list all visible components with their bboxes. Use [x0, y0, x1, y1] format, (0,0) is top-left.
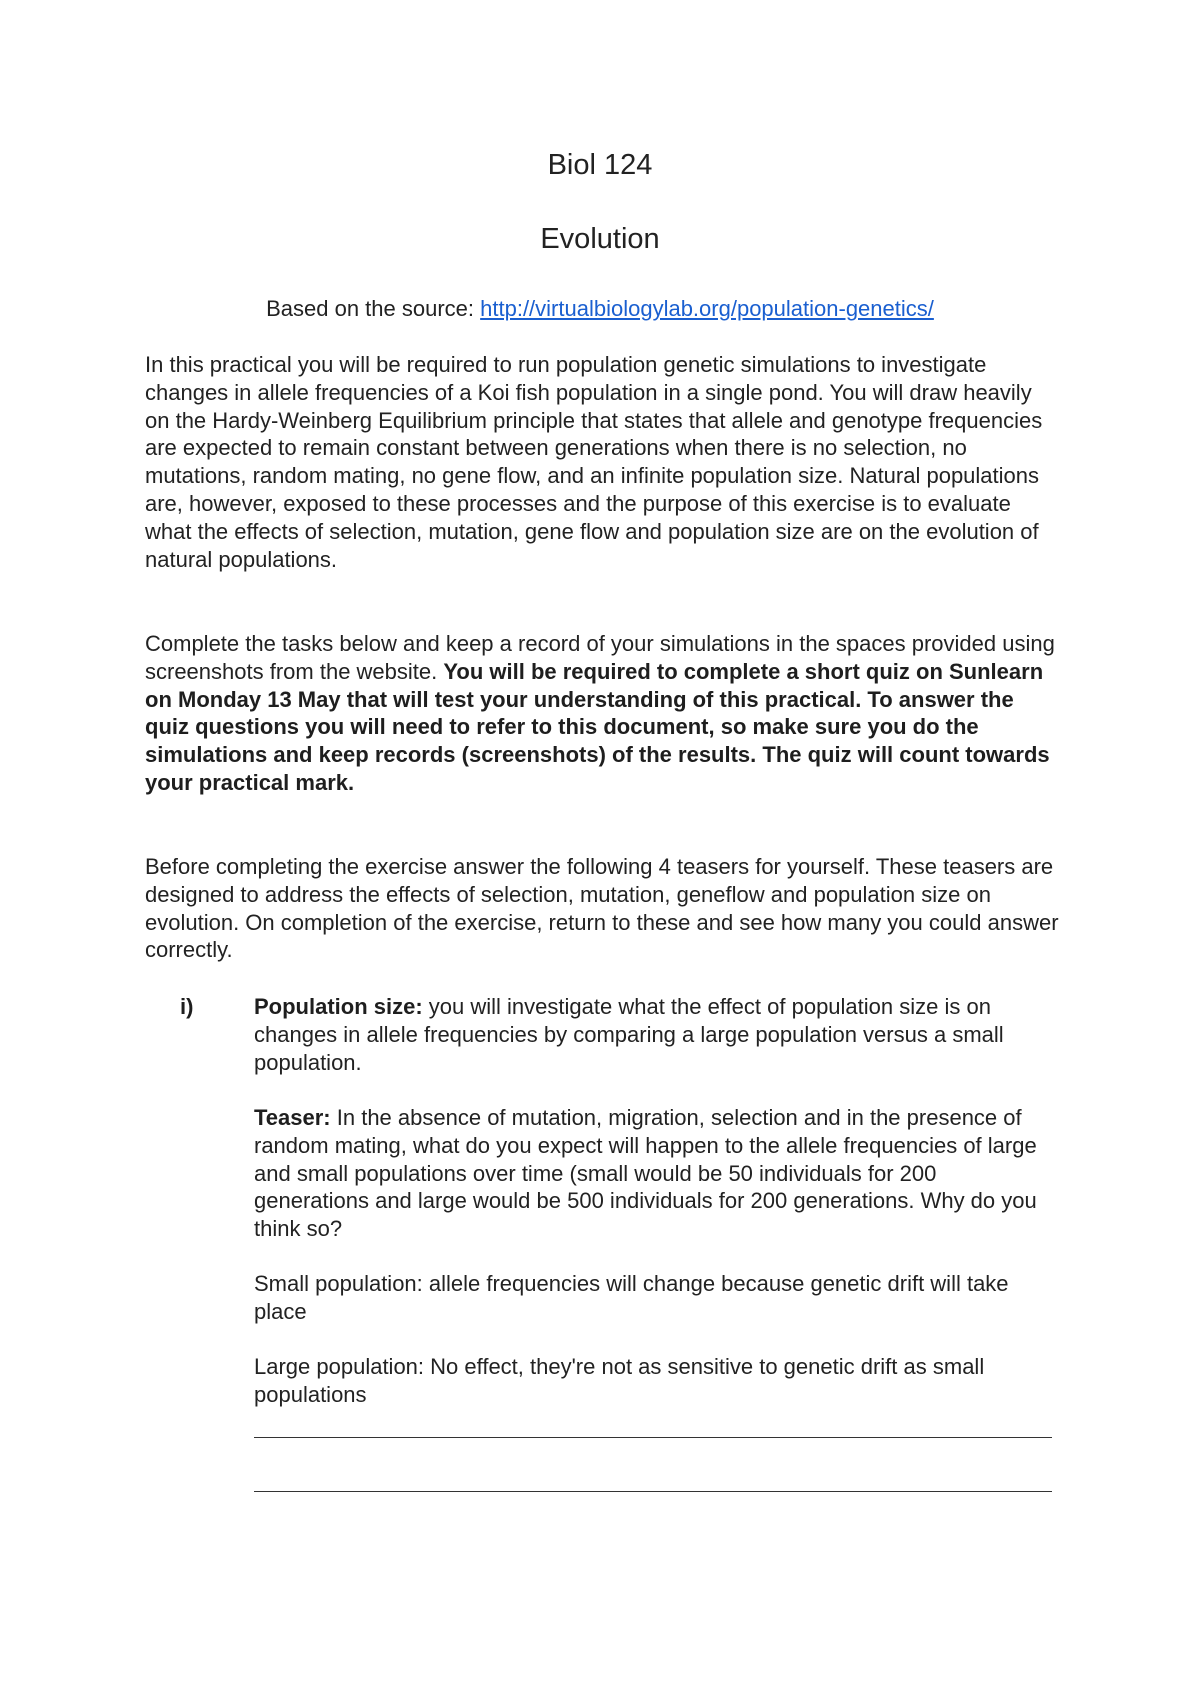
quiz-notice: You will be required to complete a short quiz on Sunlearn on Monday 13 May that will test your understanding of this practical. To answer the quiz questions you will need to refer to this document, so make sure you do the simulations and keep records (screenshots) of the results. The quiz will count towards your practical mark. [145, 658, 1050, 795]
source-link[interactable]: http://virtualbiologylab.org/population-genetics/ [480, 296, 934, 321]
intro-paragraph: In this practical you will be required to run population genetic simulations to investigate changes in allele frequencies of a Koi fish population in a single pond. You will draw heavily on the Hardy-Weinberg Equilibrium principle that states that allele and genotype frequencies are expected to remain constant between generations when there is no selection, no mutations, random mating, no gene flow, and an infinite population size. Natural populations are, however, exposed to these processes and the purpose of this exercise is to evaluate what the effects of selection, mutation, gene flow and population size are on the evolution of natural populations. [145, 352, 1043, 572]
answer-line [254, 1491, 1052, 1492]
answer-line [254, 1437, 1052, 1438]
large-population-answer: Large population: No effect, they're not as sensitive to genetic drift as small populations [254, 1354, 985, 1407]
list-marker: i) [180, 994, 194, 1019]
topic-title: Evolution [540, 223, 660, 255]
teaser-label: Teaser: [254, 1105, 331, 1130]
course-title: Biol 124 [547, 149, 653, 181]
teaser-paragraph [254, 1104, 1054, 1243]
source-line [0, 295, 1200, 322]
item-heading: Population size: [254, 994, 423, 1019]
small-population-answer: Small population: allele frequencies will change because genetic drift will take place [254, 1271, 1009, 1324]
teasers-intro-paragraph: Before completing the exercise answer the following 4 teasers for yourself. These teasers are designed to address the effects of selection, mutation, geneflow and population size on evolution. On completion of the exercise, return to these and see how many you could answer correctly. [145, 854, 1059, 963]
source-label: Based on the source: [266, 296, 481, 321]
instructions-text: Complete the tasks below and keep a record of your simulations in the spaces provided using screenshots from the website. [145, 631, 1055, 684]
instructions-paragraph [145, 630, 1060, 797]
population-size-item [254, 993, 1054, 1076]
item-description: you will investigate what the effect of population size is on changes in allele frequencies by comparing a large population versus a small population. [254, 994, 1004, 1075]
teaser-text: In the absence of mutation, migration, selection and in the presence of random mating, what do you expect will happen to the allele frequencies of large and small populations over time (small would be 50 individuals for 200 generations and large would be 500 individuals for 200 generations. Why do you think so? [254, 1105, 1037, 1242]
